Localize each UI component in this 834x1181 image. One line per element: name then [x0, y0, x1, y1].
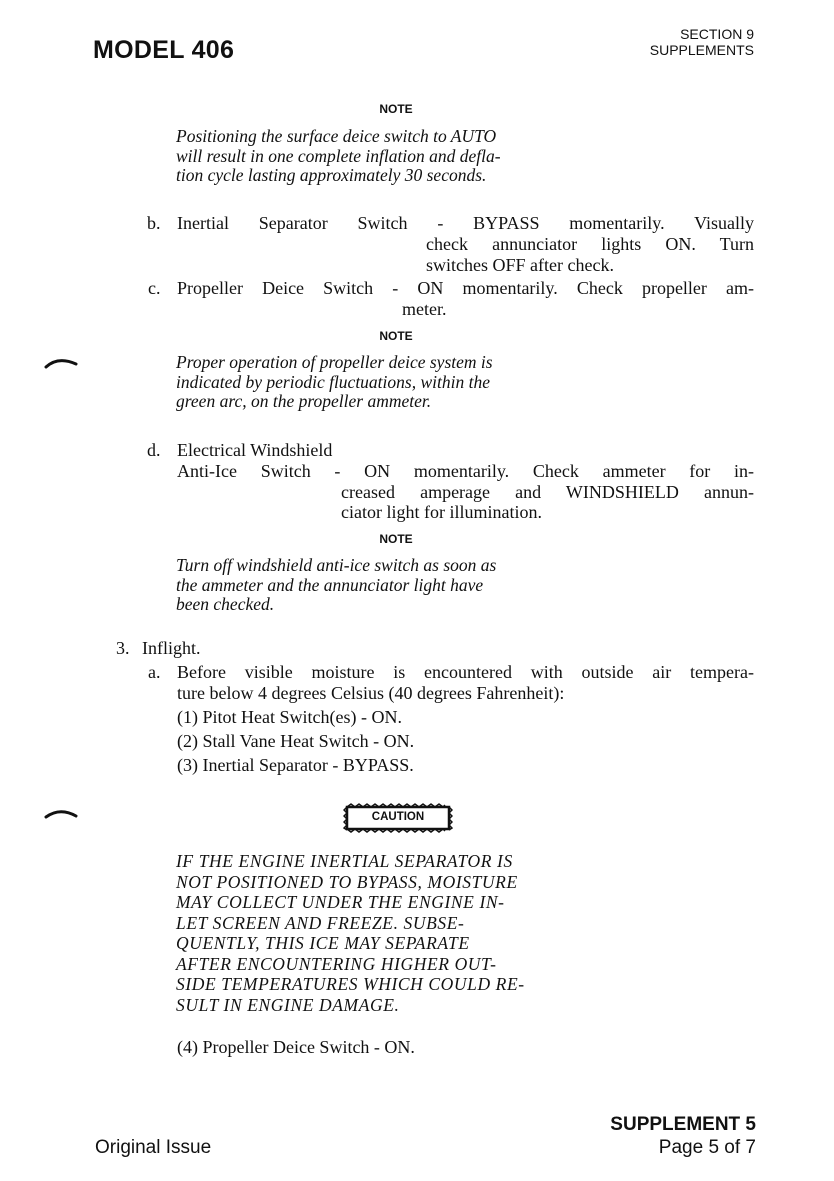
note-line: Turn off windshield anti-ice switch as soon as: [176, 555, 497, 575]
item-c-text: Propeller Deice Switch - ON momentarily. Check propeller am-: [177, 278, 754, 298]
caution-line: QUENTLY, THIS ICE MAY SEPARATE: [176, 933, 470, 953]
caution-line: LET SCREEN AND FREEZE. SUBSE-: [176, 912, 465, 933]
note-text: [176, 353, 493, 412]
note-label: NOTE: [379, 532, 413, 546]
original-issue: Original Issue: [95, 1137, 212, 1158]
revision-mark-icon: [44, 356, 78, 370]
note-line: Positioning the surface deice switch to AUTO: [176, 126, 497, 146]
note-label: NOTE: [379, 102, 413, 116]
note-line: Proper operation of propeller deice system is: [176, 352, 493, 372]
model-title: MODEL 406: [93, 36, 235, 64]
step-3-label: Inflight.: [142, 638, 201, 658]
caution-line: MAY COLLECT UNDER THE ENGINE IN-: [176, 892, 505, 912]
item-b-continuation: check annunciator lights ON. Turn: [426, 234, 754, 254]
step-3a-text: ture below 4 degrees Celsius (40 degrees Fahrenheit):: [177, 683, 565, 703]
note-line: been checked.: [176, 594, 275, 614]
note-label: NOTE: [379, 329, 413, 343]
note-line: green arc, on the propeller ammeter.: [176, 391, 432, 411]
item-d-marker: d.: [147, 440, 161, 460]
caution-line: SIDE TEMPERATURES WHICH COULD RE-: [176, 974, 525, 994]
caution-text: [176, 851, 525, 1015]
subitem: (1) Pitot Heat Switch(es) - ON.: [177, 707, 402, 727]
subitem: (3) Inertial Separator - BYPASS.: [177, 755, 414, 775]
caution-line: NOT POSITIONED TO BYPASS, MOISTURE: [176, 871, 518, 892]
subitem: (2) Stall Vane Heat Switch - ON.: [177, 731, 415, 751]
caution-line: IF THE ENGINE INERTIAL SEPARATOR IS: [176, 851, 513, 871]
caution-line: AFTER ENCOUNTERING HIGHER OUT-: [176, 953, 497, 974]
note-line: the ammeter and the annunciator light have: [176, 574, 484, 595]
item-d-continuation: creased amperage and WINDSHIELD annun-: [341, 482, 754, 502]
item-c-marker: c.: [148, 278, 161, 298]
supplement-number: SUPPLEMENT 5: [610, 1114, 756, 1135]
item-b-continuation: switches OFF after check.: [426, 255, 614, 275]
note-text: [176, 127, 501, 186]
step-3-marker: 3.: [116, 638, 130, 658]
item-b-text: Inertial Separator Switch - BYPASS momentarily. Visually: [177, 213, 754, 233]
item-b-marker: b.: [147, 213, 161, 233]
note-line: indicated by periodic fluctuations, within the: [176, 371, 490, 392]
item-c-continuation: meter.: [402, 299, 447, 319]
caution-label: CAUTION: [371, 811, 425, 823]
caution-badge: [343, 803, 453, 833]
note-text: [176, 556, 496, 615]
step-3a-text: Before visible moisture is encountered with outside air tempera-: [177, 662, 754, 682]
revision-mark-icon: [44, 807, 78, 821]
section-heading: [650, 26, 754, 58]
page-number: Page 5 of 7: [658, 1137, 756, 1158]
note-line: will result in one complete inflation and defla-: [176, 145, 501, 166]
section-number: SECTION 9: [680, 26, 754, 42]
item-d-text: Anti-Ice Switch - ON momentarily. Check ammeter for in-: [177, 461, 754, 481]
subitem: (4) Propeller Deice Switch - ON.: [177, 1037, 415, 1057]
item-d-continuation: ciator light for illumination.: [341, 502, 542, 522]
step-3a-marker: a.: [148, 662, 161, 682]
note-line: tion cycle lasting approximately 30 seconds.: [176, 165, 487, 185]
caution-line: SULT IN ENGINE DAMAGE.: [176, 994, 400, 1015]
section-name: SUPPLEMENTS: [649, 42, 754, 58]
item-d-text: Electrical Windshield: [177, 440, 333, 460]
